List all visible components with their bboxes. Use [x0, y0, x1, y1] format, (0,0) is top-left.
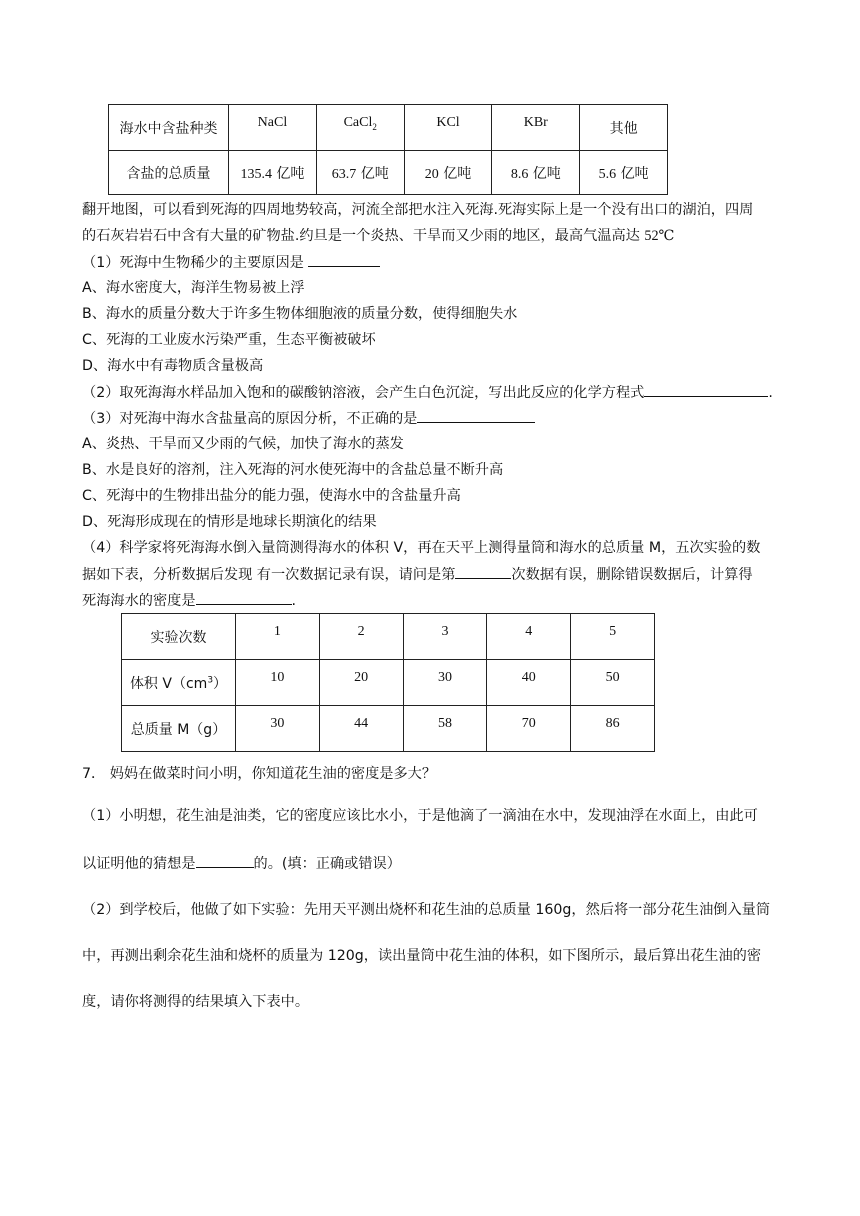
intro-line-1: 翻开地图，可以看到死海的四周地势较高，河流全部把水注入死海.死海实际上是一个没有出口的湖泊，四周 — [82, 202, 754, 218]
q7-p1-line-2: 以证明他的猜想是 的。(填：正确或错误） — [82, 853, 401, 874]
exp-mass-value: 58 — [403, 706, 487, 752]
exp-mass-value: 70 — [487, 706, 571, 752]
exp-table-header-label: 实验次数 — [122, 614, 236, 660]
salt-table-value: 135.4 亿吨 — [229, 151, 317, 195]
exp-volume-value: 20 — [319, 660, 403, 706]
q7-guess-blank[interactable] — [196, 853, 254, 868]
exp-trial-number: 4 — [487, 614, 571, 660]
exp-volume-value: 10 — [235, 660, 319, 706]
q7-p1-line-1: （1）小明想，花生油是油类，它的密度应该比水小，于是他滴了一滴油在水中，发现油浮在水面上，由此可 — [82, 808, 758, 824]
q7-title: 7． 妈妈在做菜时问小明，你知道花生油的密度是多大？ — [82, 766, 437, 782]
q1-option-c: C、死海的工业废水污染严重，生态平衡被破坏 — [82, 332, 376, 348]
exp-mass-value: 44 — [319, 706, 403, 752]
salt-table-value: 63.7 亿吨 — [316, 151, 404, 195]
q7-p2-line-3: 度，请你将测得的结果填入下表中。 — [82, 994, 310, 1010]
exp-volume-value: 50 — [571, 660, 655, 706]
exp-mass-label: 总质量 M（g） — [122, 706, 236, 752]
exp-trial-number: 2 — [319, 614, 403, 660]
salt-table-header-label: 海水中含盐种类 — [109, 105, 229, 151]
q4-line-3: 死海海水的密度是 . — [82, 590, 296, 611]
q4-trial-blank[interactable] — [455, 564, 511, 579]
q4-density-blank[interactable] — [196, 590, 292, 605]
exp-mass-value: 30 — [235, 706, 319, 752]
salt-table-col-kcl: KCl — [404, 105, 492, 151]
salt-table-value: 20 亿吨 — [404, 151, 492, 195]
salt-table-col-other: 其他 — [580, 105, 668, 151]
q3-option-b: B、水是良好的溶剂，注入死海的河水使死海中的含盐总量不断升高 — [82, 462, 504, 478]
exp-trial-number: 5 — [571, 614, 655, 660]
q1-answer-blank[interactable] — [308, 252, 380, 267]
q1-option-d: D、海水中有毒物质含量极高 — [82, 358, 264, 374]
salt-table-value: 8.6 亿吨 — [492, 151, 580, 195]
salt-table-col-kbr: KBr — [492, 105, 580, 151]
q4-line-1: （4）科学家将死海海水倒入量筒测得海水的体积 V，再在天平上测得量筒和海水的总质量 M，五次实验的数 — [82, 540, 761, 556]
q7-p2-line-1: （2）到学校后，他做了如下实验：先用天平测出烧杯和花生油的总质量 160g，然后将一部分花生油倒入量筒 — [82, 902, 771, 918]
q1-option-a: A、海水密度大，海洋生物易被上浮 — [82, 280, 305, 296]
q3-prompt: （3）对死海中海水含盐量高的原因分析，不正确的是 — [82, 408, 535, 429]
exp-mass-value: 86 — [571, 706, 655, 752]
q2-prompt: （2）取死海海水样品加入饱和的碳酸钠溶液，会产生白色沉淀，写出此反应的化学方程式 . — [82, 382, 773, 403]
salt-table — [108, 104, 668, 195]
q7-p2-line-2: 中，再测出剩余花生油和烧杯的质量为 120g，读出量筒中花生油的体积，如下图所示，最后算出花生油的密 — [82, 948, 762, 964]
intro-line-2: 的石灰岩岩石中含有大量的矿物盐.约旦是一个炎热、干旱而又少雨的地区，最高气温高达 52℃ — [82, 228, 675, 244]
salt-table-col-cacl2: CaCl$_2$ — [316, 105, 404, 151]
q1-option-b: B、海水的质量分数大于许多生物体细胞液的质量分数，使得细胞失水 — [82, 306, 518, 322]
experiment-table — [121, 613, 655, 752]
salt-table-row-label: 含盐的总质量 — [109, 151, 229, 195]
salt-table-value: 5.6 亿吨 — [580, 151, 668, 195]
q3-option-d: D、死海形成现在的情形是地球长期演化的结果 — [82, 514, 377, 530]
q3-answer-blank[interactable] — [417, 408, 535, 423]
exp-volume-value: 40 — [487, 660, 571, 706]
exp-volume-label: 体积 $V(cm^3)$ — [122, 660, 236, 706]
salt-table-col-nacl: NaCl — [229, 105, 317, 151]
q3-option-c: C、死海中的生物排出盐分的能力强，使海水中的含盐量升高 — [82, 488, 461, 504]
exp-trial-number: 1 — [235, 614, 319, 660]
q2-answer-blank[interactable] — [644, 382, 768, 397]
exp-trial-number: 3 — [403, 614, 487, 660]
q4-line-2: 据如下表，分析数据后发现 有一次数据记录有误，请问是第 次数据有误，删除错误数据后，计算得 — [82, 564, 753, 585]
exp-volume-value: 30 — [403, 660, 487, 706]
q3-option-a: A、炎热、干旱而又少雨的气候，加快了海水的蒸发 — [82, 436, 404, 452]
q1-prompt: （1）死海中生物稀少的主要原因是 — [82, 252, 380, 273]
